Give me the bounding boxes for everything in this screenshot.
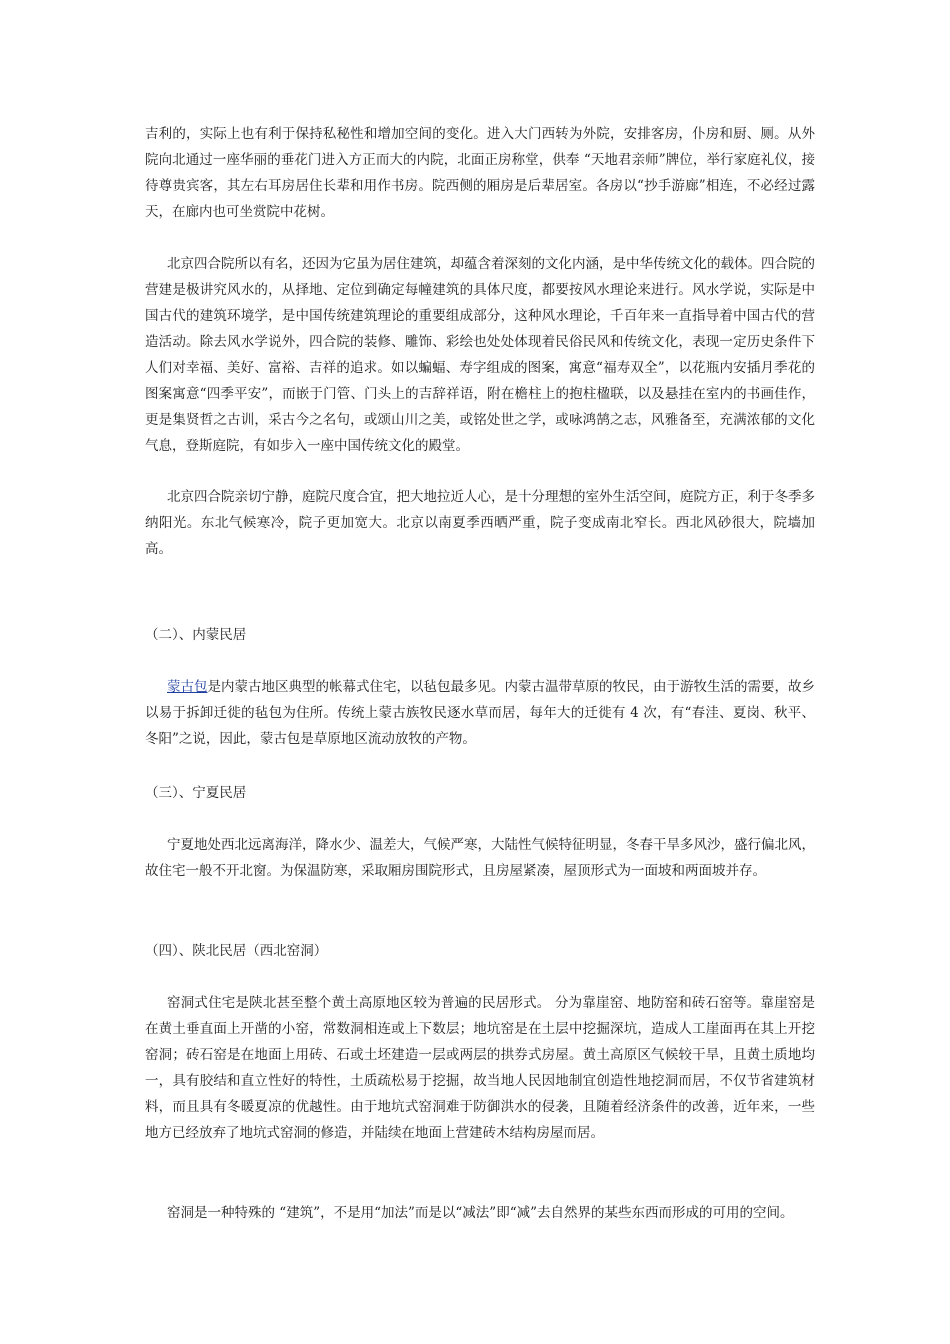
paragraph-mongolia	[145, 674, 815, 752]
section-heading-shaanbei: （四）、陕北民居（西北窑洞）	[145, 943, 328, 959]
paragraph-cave-dwelling: 窑洞是一种特殊的 “建筑”，不是用“加法”而是以“减法”即“减”去自然界的某些东西而形成的可用的空间。	[167, 1205, 794, 1221]
paragraph-courtyard-layout: 吉利的，实际上也有利于保持私秘性和增加空间的变化。进入大门西转为外院，安排客房，仆房和厨、厕。从外院向北通过一座华丽的垂花门进入方正而大的内院，北面正房称堂，供奉 “天地君亲师”牌位，举行家庭礼仪，接待尊贵宾客，其左右耳房居住长辈和用作书房。院西侧的厢房是后辈居室。各房以“抄手游廊”相连，不必经过露天，在廊内也可坐赏院中花树。	[145, 126, 815, 220]
paragraph-culture: 北京四合院所以有名，还因为它虽为居住建筑，却蕴含着深刻的文化内涵，是中华传统文化的载体。四合院的营建是极讲究风水的，从择地、定位到确定每幢建筑的具体尺度，都要按风水理论来进行。风水学说，实际是中国古代的建筑环境学，是中国传统建筑理论的重要组成部分，这种风水理论，千百年来一直指导着中国古代的营造活动。除去风水学说外，四合院的装修、雕饰、彩绘也处处体现着民俗民风和传统文化，表现一定历史条件下人们对幸福、美好、富裕、吉祥的追求。如以蝙蝠、寿字组成的图案，寓意“福寿双全”，以花瓶内安插月季花的图案寓意“四季平安”，而嵌于门管、门头上的吉辞祥语，附在檐柱上的抱柱楹联，以及悬挂在室内的书画佳作，更是集贤哲之古训，采古今之名句，或颂山川之美，或铭处世之学，或咏鸿鹄之志，风雅备至，充满浓郁的文化气息，登斯庭院，有如步入一座中国传统文化的殿堂。	[145, 256, 815, 454]
paragraph-mongolia-text: 是内蒙古地区典型的帐幕式住宅，以毡包最多见。内蒙古温带草原的牧民，由于游牧生活的需要，故乡以易于拆卸迁徙的毡包为住所。传统上蒙古族牧民逐水草而居，每年大的迁徙有 4 次，有“春洼、夏岗、秋平、冬阳”之说，因此，蒙古包是草原地区流动放牧的产物。	[145, 679, 815, 747]
section-heading-inner-mongolia: （二）、内蒙民居	[145, 627, 247, 643]
yurt-link[interactable]: 蒙古包	[167, 679, 208, 695]
paragraph-ningxia: 宁夏地处西北远离海洋，降水少、温差大，气候严寒，大陆性气候特征明显，冬春干旱多风沙，盛行偏北风，故住宅一般不开北窗。为保温防寒，采取厢房围院形式，且房屋紧凑，屋顶形式为一面坡和两面坡并存。	[145, 837, 815, 879]
section-heading-ningxia: （三）、宁夏民居	[145, 785, 247, 801]
paragraph-courtyard-climate: 北京四合院亲切宁静，庭院尺度合宜，把大地拉近人心，是十分理想的室外生活空间，庭院方正，利于冬季多纳阳光。东北气候寒冷，院子更加宽大。北京以南夏季西晒严重，院子变成南北窄长。西北风砂很大，院墙加高。	[145, 489, 815, 557]
paragraph-shaanbei: 窑洞式住宅是陕北甚至整个黄土高原地区较为普遍的民居形式。 分为靠崖窑、地防窑和砖石窑等。靠崖窑是在黄土垂直面上开凿的小窑，常数洞相连或上下数层；地坑窑是在土层中挖掘深坑，造成人工崖面再在其上开挖窑洞；砖石窑是在地面上用砖、石或土坯建造一层或两层的拱券式房屋。黄土高原区气候较干旱，且黄土质地均一，具有胶结和直立性好的特性，土质疏松易于挖掘，故当地人民因地制宜创造性地挖洞而居，不仅节省建筑材料，而且具有冬暖夏凉的优越性。由于地坑式窑洞难于防御洪水的侵袭，且随着经济条件的改善，近年来，一些地方已经放弃了地坑式窑洞的修造，并陆续在地面上营建砖木结构房屋而居。	[145, 995, 815, 1141]
